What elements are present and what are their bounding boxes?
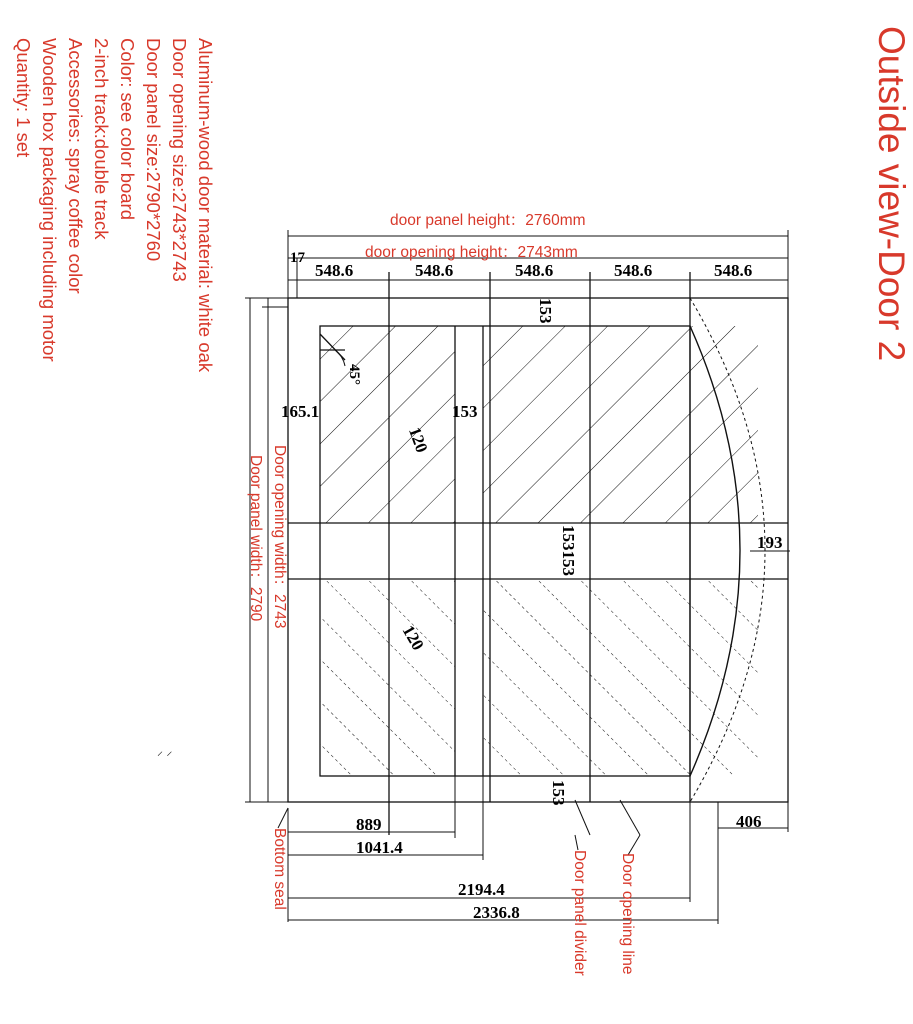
dim-17: 17: [290, 250, 305, 266]
pane-upper-right: [483, 326, 758, 523]
dim-153-153: 153153: [559, 525, 578, 576]
dim-165: 165.1: [281, 402, 320, 421]
dim-153-bottom: 153: [549, 780, 568, 806]
dim-548-1: 548.6: [315, 261, 354, 280]
spec-material: Aluminum-wood door material: white oak: [195, 38, 216, 373]
spec-quantity: Quantity: 1 set: [13, 38, 34, 158]
label-opening-width: Door opening width：2743: [271, 445, 288, 629]
pane-lower-right: [483, 579, 758, 776]
spec-track: 2-inch track:double track: [91, 38, 112, 240]
spec-color: Color: see color board: [117, 38, 138, 221]
stray-mark: ⸝ ⸝: [157, 744, 173, 758]
dim-1041: 1041.4: [356, 838, 403, 857]
dim-406: 406: [736, 812, 762, 831]
dim-548-4: 548.6: [614, 261, 653, 280]
dim-2194: 2194.4: [458, 880, 505, 899]
page-title: Outside view-Door 2: [871, 26, 912, 362]
dim-548-5: 548.6: [714, 261, 753, 280]
label-door-panel-divider: Door panel divider: [571, 850, 588, 976]
dim-120-upper: 120: [404, 424, 432, 456]
dim-2336: 2336.8: [473, 903, 520, 922]
glass-panes: [320, 326, 758, 776]
dim-153-mullion: 153: [452, 402, 478, 421]
dim-889: 889: [356, 815, 382, 834]
label-opening-height: door opening height：2743mm: [365, 244, 578, 261]
spec-panel-size: Door panel size:2790*2760: [143, 38, 164, 262]
dim-548-3: 548.6: [515, 261, 554, 280]
spec-accessories: Accessories: spray coffee color: [65, 38, 86, 294]
dim-548-2: 548.6: [415, 261, 454, 280]
spec-opening-size: Door opening size:2743*2743: [169, 38, 190, 282]
label-panel-width: Door panel width：2790: [247, 455, 264, 622]
label-panel-height: door panel height：2760mm: [390, 212, 586, 229]
dim-120-lower: 120: [398, 621, 428, 654]
label-bottom-seal: Bottom seal: [271, 828, 288, 910]
pane-lower-left: [320, 579, 455, 776]
label-door-opening-line: Door opening line: [619, 853, 636, 975]
spec-packaging: Wooden box packaging including motor: [39, 38, 60, 362]
dim-193: 193: [757, 533, 783, 552]
dim-153-top: 153: [536, 298, 555, 324]
dim-angle-45: 45°: [346, 364, 362, 385]
